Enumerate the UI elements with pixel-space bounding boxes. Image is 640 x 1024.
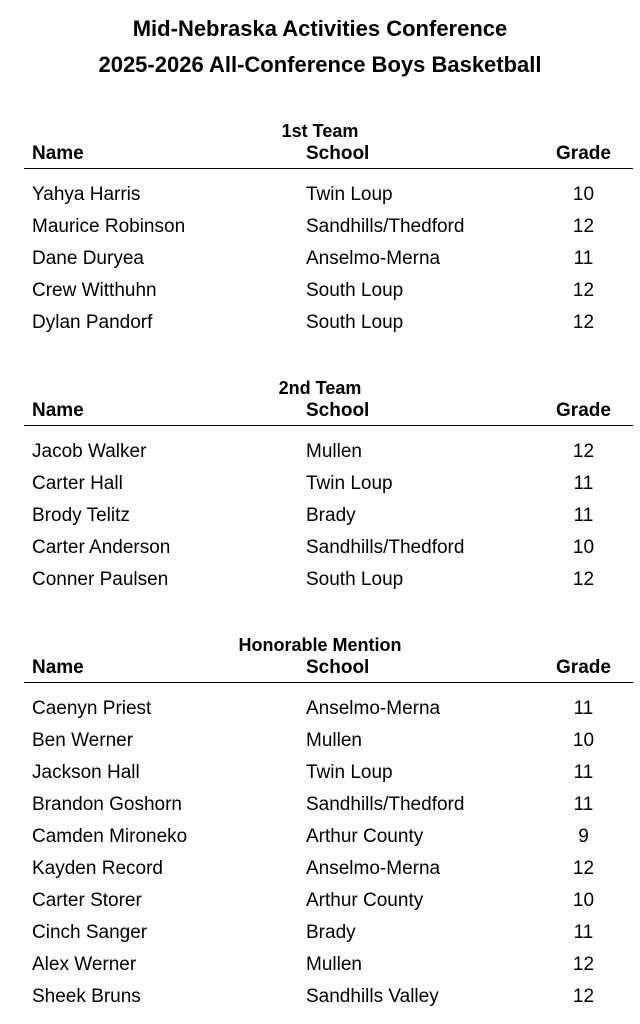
player-school: Mullen [306,954,362,975]
player-grade: 12 [572,216,595,237]
player-name: Carter Hall [32,473,123,494]
player-name: Brandon Goshorn [32,794,182,815]
player-school: Arthur County [306,890,424,911]
table-row [24,500,633,532]
player-school: Anselmo-Merna [306,858,441,879]
player-grade: 10 [572,184,595,205]
table-row [24,821,633,853]
player-name: Crew Witthuhn [32,280,157,301]
column-header-name: Name [32,657,84,678]
player-grade: 11 [573,248,594,269]
player-school: Twin Loup [306,762,393,783]
document-title: Mid-Nebraska Activities Conference [132,16,508,41]
player-grade: 10 [572,890,595,911]
table-row [24,275,633,307]
player-school: Brady [306,505,356,526]
table-row [24,211,633,243]
player-school: South Loup [306,280,404,301]
player-school: Mullen [306,441,362,462]
player-name: Jacob Walker [32,441,147,462]
player-grade: 11 [573,505,594,526]
player-grade: 12 [572,986,595,1007]
column-header-name: Name [32,143,84,164]
table-header [24,656,633,683]
player-name: Dane Duryea [32,248,144,269]
player-school: Twin Loup [306,184,393,205]
player-grade: 11 [573,762,594,783]
player-name: Maurice Robinson [32,216,186,237]
section-title: 1st Team [281,121,359,141]
column-header-school: School [306,657,370,678]
table-row [24,949,633,981]
column-header-grade: Grade [556,657,611,678]
player-school: Twin Loup [306,473,393,494]
player-grade: 12 [572,280,595,301]
player-grade: 11 [573,698,594,719]
table-header [24,399,633,426]
document-subtitle: 2025-2026 All-Conference Boys Basketball [98,52,542,77]
column-header-school: School [306,143,370,164]
table-row [24,757,633,789]
table-row [24,436,633,468]
table-row [24,243,633,275]
player-name: Caenyn Priest [32,698,152,719]
player-school: Sandhills/Thedford [306,537,465,558]
player-grade: 12 [572,312,595,333]
section-title: Honorable Mention [238,635,402,655]
player-name: Sheek Bruns [32,986,141,1007]
table-row [24,532,633,564]
player-school: Sandhills/Thedford [306,794,465,815]
player-grade: 11 [573,473,594,494]
player-name: Brody Telitz [32,505,130,526]
player-name: Alex Werner [32,954,137,975]
player-school: Anselmo-Merna [306,698,441,719]
table-row [24,564,633,596]
player-name: Carter Storer [32,890,142,911]
table-row [24,179,633,211]
column-header-grade: Grade [556,400,611,421]
player-name: Cinch Sanger [32,922,148,943]
player-name: Yahya Harris [32,184,141,205]
player-school: Sandhills/Thedford [306,216,465,237]
player-school: Mullen [306,730,362,751]
player-school: Arthur County [306,826,424,847]
player-grade: 9 [578,826,589,847]
column-header-name: Name [32,400,84,421]
table-header [24,142,633,169]
player-grade: 10 [572,537,595,558]
player-grade: 12 [572,858,595,879]
table-row [24,885,633,917]
section-title: 2nd Team [278,378,362,398]
table-row [24,917,633,949]
player-grade: 12 [572,954,595,975]
player-name: Dylan Pandorf [32,312,153,333]
player-school: Sandhills Valley [306,986,439,1007]
player-school: Anselmo-Merna [306,248,441,269]
player-grade: 12 [572,441,595,462]
table-row [24,981,633,1013]
table-row [24,853,633,885]
table-row [24,693,633,725]
table-row [24,468,633,500]
table-row [24,307,633,339]
player-grade: 11 [573,794,594,815]
table-row [24,789,633,821]
player-school: South Loup [306,569,404,590]
player-school: South Loup [306,312,404,333]
player-name: Carter Anderson [32,537,171,558]
player-name: Kayden Record [32,858,163,879]
player-name: Conner Paulsen [32,569,169,590]
player-grade: 10 [572,730,595,751]
player-name: Ben Werner [32,730,134,751]
player-grade: 11 [573,922,594,943]
player-school: Brady [306,922,356,943]
player-name: Jackson Hall [32,762,140,783]
player-grade: 12 [572,569,595,590]
table-row [24,725,633,757]
column-header-school: School [306,400,370,421]
column-header-grade: Grade [556,143,611,164]
player-name: Camden Mironeko [32,826,188,847]
